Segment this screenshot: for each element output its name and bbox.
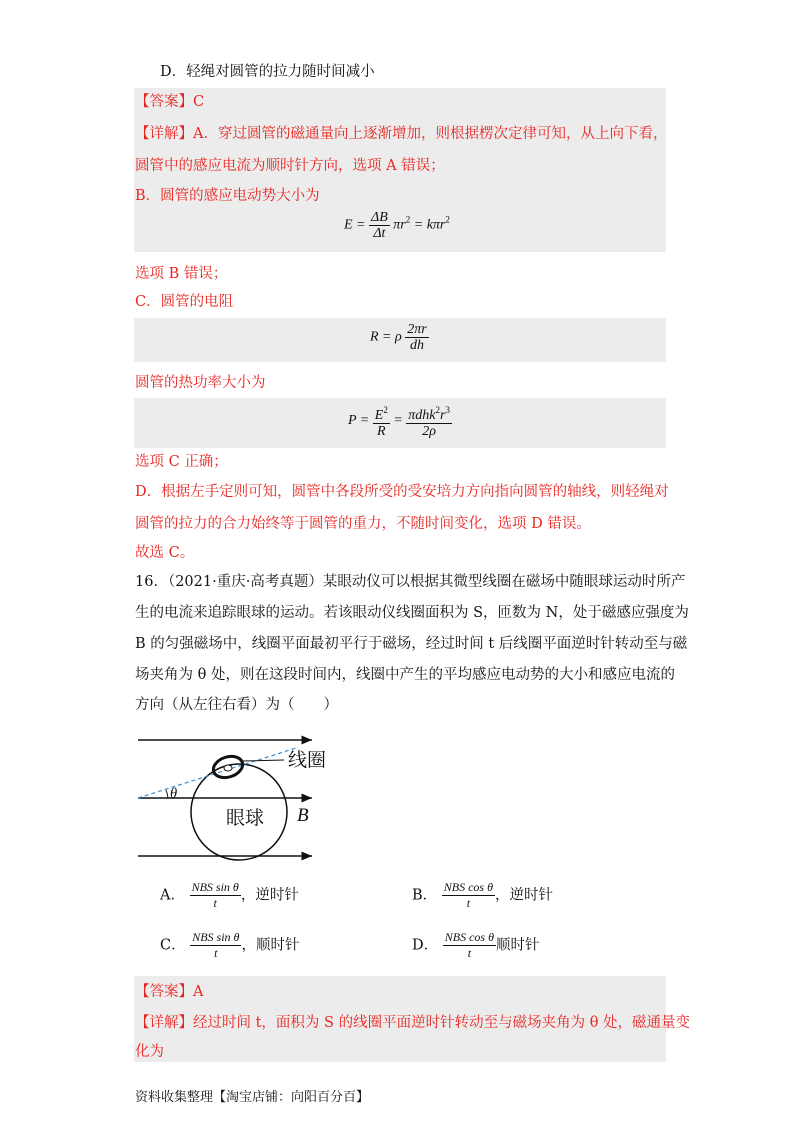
answer16-label: 【答案】A — [135, 984, 204, 1000]
detail-a-line1: 【详解】A．穿过圆管的磁通量向上逐渐增加，则根据楞次定律可知，从上向下看， — [135, 126, 668, 142]
detail-d-line1: D．根据左手定则可知，圆管中各段所受的受安培力方向指向圆管的轴线，则轻绳对 — [135, 484, 669, 500]
option-a: A． $\frac{\text{NBS sin θ}}{t}$ ，逆时针 — [160, 880, 299, 910]
detail-a-line2: 圆管中的感应电流为顺时针方向，选项 A 错误； — [135, 158, 445, 174]
answer16-detail-line2: 化为 — [135, 1044, 164, 1060]
question-line3: B 的匀强磁场中，线圈平面最初平行于磁场，经过时间 t 后线圈平面逆时针转动至与磁 — [135, 636, 688, 652]
conclusion-line: 故选 C。 — [135, 545, 195, 561]
power-formula: P = $\frac{E^2}{R}$ = $\frac{\pi dhk^2r^3}{2\rho}$ — [348, 405, 450, 439]
footer-source: 资料收集整理【淘宝店铺：向阳百分百】 — [135, 1090, 370, 1105]
detail-c-end: 选项 C 正确； — [135, 454, 228, 470]
option-d-text: D．轻绳对圆管的拉力随时间减小 — [160, 64, 375, 80]
detail-c-line: C．圆管的电阻 — [135, 294, 234, 310]
question-line4: 场夹角为 θ 处，则在这段时间内，线圈中产生的平均感应电动势的大小和感应电流的 — [135, 667, 675, 683]
question-line2: 生的电流来追踪眼球的运动。若该眼动仪线圈面积为 S，匝数为 N，处于磁感应强度为 — [135, 605, 689, 621]
coil-leader-line — [242, 760, 284, 761]
detail-b-line: B．圆管的感应电动势大小为 — [135, 188, 320, 204]
option-c: C． $\frac{\text{NBS sin θ}}{t}$ ，顺时针 — [160, 930, 300, 960]
detail-d-line2: 圆管的拉力的合力始终等于圆管的重力，不随时间变化，选项 D 错误。 — [135, 516, 591, 532]
question-line5: 方向（从左往右看）为（ ） — [135, 697, 338, 713]
answer-label: 【答案】C — [135, 94, 205, 110]
option-d: D． $\frac{\text{NBS cos θ}}{t}$ 顺时针 — [412, 930, 540, 960]
eyeball-label: 眼球 — [226, 807, 265, 829]
option-b: B． $\frac{\text{NBS cos θ}}{t}$ ，逆时针 — [412, 880, 553, 910]
emf-formula: E = $\frac{\Delta B}{\Delta t}$ $\pi r^2 = k\pi r^2$ — [344, 210, 450, 241]
answer16-detail-line1: 【详解】经过时间 t，面积为 S 的线圈平面逆时针转动至与磁场夹角为 θ 处，磁通量变 — [135, 1015, 691, 1031]
detail-c-line2: 圆管的热功率大小为 — [135, 375, 266, 391]
angle-arc — [166, 790, 168, 798]
angle-label: θ — [170, 786, 178, 802]
coil-spot — [224, 765, 232, 771]
coil-plane-dashed-line — [138, 748, 296, 798]
detail-b-end: 选项 B 错误； — [135, 266, 228, 282]
coil-label: 线圈 — [288, 749, 327, 771]
field-label: B — [297, 805, 309, 826]
resistance-formula: R = ρ $\frac{2\pi r}{dh}$ — [370, 322, 427, 353]
question-line1: 16．（2021·重庆·高考真题）某眼动仪可以根据其微型线圈在磁场中随眼球运动时所产 — [135, 574, 686, 590]
